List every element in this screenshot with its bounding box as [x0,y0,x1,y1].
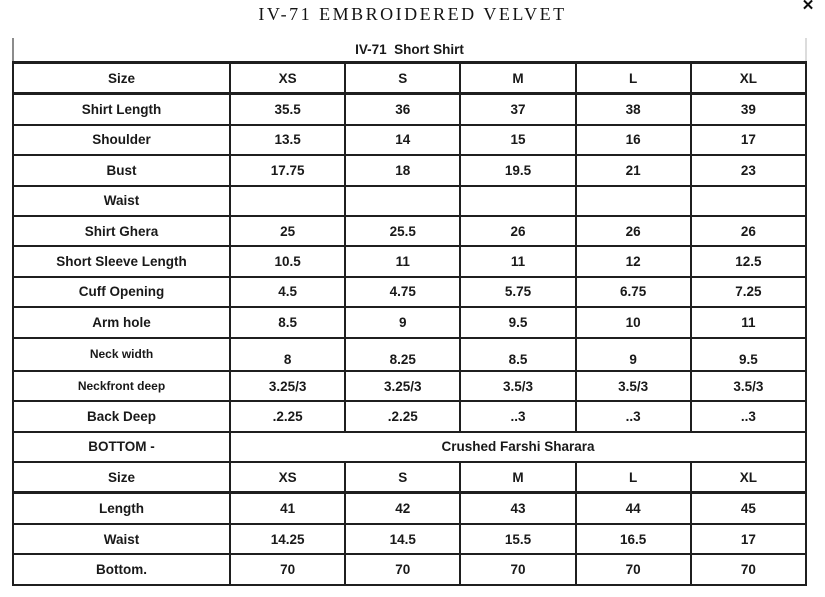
cell-value: 13.5 [230,125,345,155]
cell-value: 5.75 [460,277,575,307]
cell-value: 26 [576,216,691,246]
row-label: Neck width [13,338,230,371]
close-button[interactable] [799,0,817,15]
cell-value: 37 [460,94,575,125]
cell-value: 41 [230,493,345,524]
shirt-columns-row [13,63,806,94]
cell-value: 9.5 [691,338,806,371]
cell-value: 11 [345,246,460,276]
column-header: L [576,63,691,94]
cell-value: 70 [345,554,460,584]
cell-value: 9 [345,307,460,337]
cell-value: 70 [691,554,806,584]
cell-value: 43 [460,493,575,524]
cell-value: 11 [691,307,806,337]
row-label: Short Sleeve Length [13,246,230,276]
row-label: Back Deep [13,401,230,431]
row-label: Waist [13,524,230,554]
column-header: XS [230,63,345,94]
column-header: M [460,462,575,493]
cell-value: 10.5 [230,246,345,276]
cell-value: 12.5 [691,246,806,276]
row-label: Shirt Length [13,94,230,125]
column-header: XS [230,462,345,493]
cell-value: ..3 [576,401,691,431]
cell-value [460,186,575,216]
cell-value: 25.5 [345,216,460,246]
row-label: Length [13,493,230,524]
row-label: Bottom. [13,554,230,584]
cell-value: 17 [691,125,806,155]
cell-value: 19.5 [460,155,575,185]
cell-value: 23 [691,155,806,185]
cell-value: 70 [230,554,345,584]
cell-value: 10 [576,307,691,337]
row-label: Shirt Ghera [13,216,230,246]
table-row-cuff-opening [13,277,806,307]
column-header: S [345,462,460,493]
cell-value: 15.5 [460,524,575,554]
bottom-section-name: Crushed Farshi Sharara [230,432,806,462]
cell-value: 8.5 [460,338,575,371]
table-row-back-deep [13,401,806,431]
cell-value: 8 [230,338,345,371]
column-header: Size [13,462,230,493]
table-row-neckfront-deep [13,371,806,401]
cell-value: 44 [576,493,691,524]
cell-value: 7.25 [691,277,806,307]
cell-value: ..3 [691,401,806,431]
cell-value [230,186,345,216]
table-row-bottom-waist [13,524,806,554]
cell-value: 35.5 [230,94,345,125]
cell-value: .2.25 [230,401,345,431]
cell-value: 16 [576,125,691,155]
table-row-length [13,493,806,524]
cell-value: 6.75 [576,277,691,307]
cell-value [576,186,691,216]
column-header: XL [691,462,806,493]
column-header: S [345,63,460,94]
cell-value: 14.25 [230,524,345,554]
cell-value: 3.25/3 [345,371,460,401]
cell-value: 12 [576,246,691,276]
column-header: M [460,63,575,94]
page-title: IV-71 EMBROIDERED VELVET [258,4,567,24]
cell-value [691,186,806,216]
row-label: Cuff Opening [13,277,230,307]
cell-value: 16.5 [576,524,691,554]
cell-value: 45 [691,493,806,524]
cell-value: 8.5 [230,307,345,337]
cell-value: .2.25 [345,401,460,431]
bottom-section-header-row [13,432,806,462]
cell-value: 3.25/3 [230,371,345,401]
row-label: Bust [13,155,230,185]
cell-value: 36 [345,94,460,125]
cell-value: 15 [460,125,575,155]
row-label: Shoulder [13,125,230,155]
cell-value [345,186,460,216]
table-row-bottom [13,554,806,584]
cell-value: 26 [460,216,575,246]
cell-value: 4.75 [345,277,460,307]
shirt-section-header-row [13,38,806,63]
cell-value: 9 [576,338,691,371]
table-row-neck-width [13,338,806,371]
cell-value: 3.5/3 [691,371,806,401]
cell-value: 26 [691,216,806,246]
cell-value: 38 [576,94,691,125]
cell-value: ..3 [460,401,575,431]
bottom-section-label: BOTTOM - [13,432,230,462]
table-row-shoulder [13,125,806,155]
table-row-waist [13,186,806,216]
cell-value: 21 [576,155,691,185]
cell-value: 3.5/3 [576,371,691,401]
cell-value: 9.5 [460,307,575,337]
column-header: Size [13,63,230,94]
column-header: L [576,462,691,493]
table-row-bust [13,155,806,185]
row-label: Arm hole [13,307,230,337]
cell-value: 39 [691,94,806,125]
cell-value: 3.5/3 [460,371,575,401]
cell-value: 70 [460,554,575,584]
cell-value: 4.5 [230,277,345,307]
cell-value: 14 [345,125,460,155]
table-row-short-sleeve-length [13,246,806,276]
close-icon: ✕ [801,0,815,14]
shirt-section-title: IV-71 Short Shirt [13,38,806,63]
column-header: XL [691,63,806,94]
row-label: Neckfront deep [13,371,230,401]
row-label: Waist [13,186,230,216]
cell-value: 70 [576,554,691,584]
cell-value: 8.25 [345,338,460,371]
cell-value: 25 [230,216,345,246]
bottom-columns-row [13,462,806,493]
cell-value: 11 [460,246,575,276]
cell-value: 14.5 [345,524,460,554]
table-row-shirt-length [13,94,806,125]
cell-value: 17 [691,524,806,554]
table-row-arm-hole [13,307,806,337]
cell-value: 42 [345,493,460,524]
size-chart-table [12,38,807,586]
cell-value: 17.75 [230,155,345,185]
cell-value: 18 [345,155,460,185]
table-row-shirt-ghera [13,216,806,246]
